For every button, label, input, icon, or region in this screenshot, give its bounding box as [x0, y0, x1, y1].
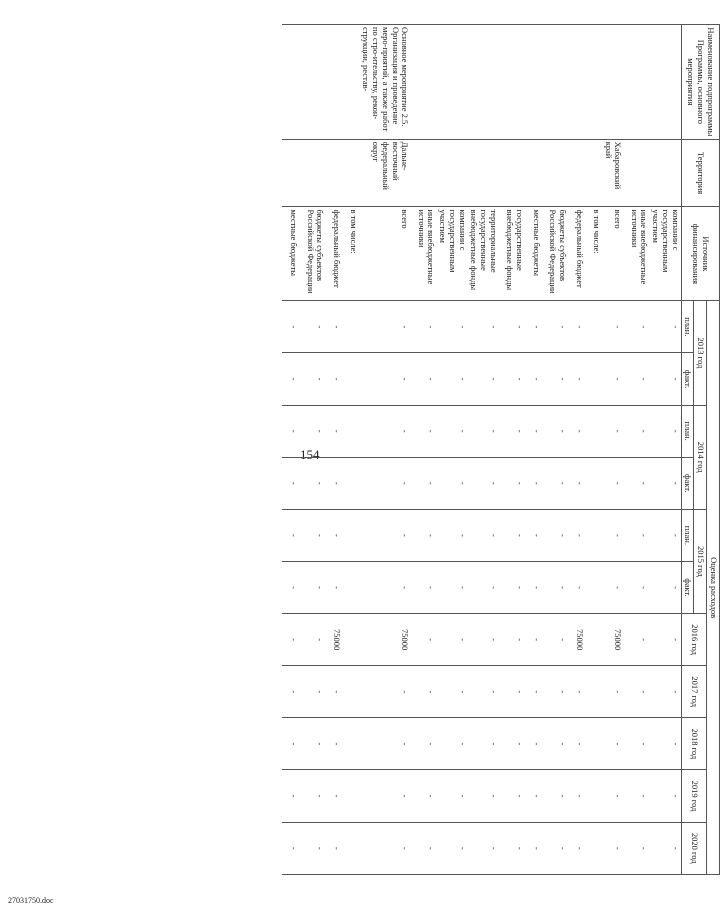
header-2013: 2013 год: [694, 301, 707, 405]
cell-value: -: [282, 718, 299, 770]
header-2016: 2016 год: [681, 614, 707, 666]
table-row: [342, 25, 359, 875]
cell-value: [342, 770, 359, 822]
cell-value: -: [623, 301, 649, 353]
cell-value: -: [568, 301, 585, 353]
cell-source: бюджеты субъектов Российской Федерации: [299, 207, 325, 301]
cell-value: -: [499, 666, 525, 718]
table-row: [623, 25, 649, 875]
cell-value: -: [649, 561, 681, 613]
cell-value: -: [282, 509, 299, 561]
cell-value: -: [468, 457, 499, 509]
cell-value: -: [299, 457, 325, 509]
cell-value: -: [525, 822, 542, 874]
cell-value: -: [282, 353, 299, 405]
cell-value: [585, 405, 602, 457]
cell-value: -: [649, 666, 681, 718]
cell-value: -: [568, 457, 585, 509]
cell-value: -: [499, 718, 525, 770]
cell-value: -: [542, 509, 568, 561]
cell-value: -: [282, 561, 299, 613]
cell-value: -: [436, 509, 467, 561]
cell-value: -: [436, 561, 467, 613]
cell-value: -: [542, 666, 568, 718]
cell-value: -: [623, 822, 649, 874]
cell-value: [342, 509, 359, 561]
cell-name: [282, 25, 299, 140]
cell-value: 75000: [359, 614, 410, 666]
cell-value: -: [410, 770, 436, 822]
cell-name: [649, 25, 681, 140]
cell-name: [525, 25, 542, 140]
cell-value: -: [623, 353, 649, 405]
cell-value: -: [282, 822, 299, 874]
cell-value: -: [602, 770, 624, 822]
header-name: Наименование подпрограммы Программы, основного мероприятия: [681, 25, 719, 140]
cell-value: -: [649, 614, 681, 666]
cell-value: -: [525, 405, 542, 457]
cell-value: [342, 666, 359, 718]
cell-name: [542, 25, 568, 140]
footer-doc-id: 27031750.doc: [8, 896, 54, 905]
cell-name: [585, 25, 602, 140]
cell-value: -: [436, 405, 467, 457]
table-row: [568, 25, 585, 875]
cell-value: [342, 614, 359, 666]
cell-value: -: [410, 822, 436, 874]
header-2020: 2020 год: [681, 822, 707, 874]
cell-value: -: [542, 353, 568, 405]
header-territory: Территория: [681, 139, 719, 207]
header-fact-2015: факт.: [681, 561, 694, 613]
cell-value: -: [325, 509, 342, 561]
cell-value: -: [568, 770, 585, 822]
table-row: [359, 25, 410, 875]
cell-value: -: [649, 509, 681, 561]
cell-value: -: [299, 561, 325, 613]
cell-name: [436, 25, 467, 140]
cell-name: [623, 25, 649, 140]
cell-value: [585, 770, 602, 822]
cell-value: -: [436, 301, 467, 353]
header-2019: 2019 год: [681, 770, 707, 822]
cell-territory: [585, 139, 602, 207]
cell-value: -: [410, 666, 436, 718]
table-row: [499, 25, 525, 875]
cell-value: -: [542, 822, 568, 874]
cell-value: -: [299, 301, 325, 353]
cell-value: [342, 405, 359, 457]
cell-value: -: [525, 509, 542, 561]
cell-value: -: [542, 301, 568, 353]
cell-value: [585, 822, 602, 874]
cell-value: [585, 509, 602, 561]
cell-value: -: [299, 718, 325, 770]
cell-value: [342, 301, 359, 353]
cell-value: -: [436, 718, 467, 770]
cell-value: -: [542, 770, 568, 822]
header-fact-2013: факт.: [681, 353, 694, 405]
cell-value: -: [602, 301, 624, 353]
cell-source: в том числе:: [585, 207, 602, 301]
header-2017: 2017 год: [681, 666, 707, 718]
cell-value: -: [499, 822, 525, 874]
cell-value: -: [325, 666, 342, 718]
cell-value: -: [542, 614, 568, 666]
cell-value: -: [602, 509, 624, 561]
cell-value: -: [525, 301, 542, 353]
cell-value: -: [299, 405, 325, 457]
cell-value: [585, 353, 602, 405]
cell-value: -: [499, 301, 525, 353]
cell-value: -: [410, 718, 436, 770]
cell-value: -: [568, 561, 585, 613]
table-row: [436, 25, 467, 875]
cell-value: -: [542, 405, 568, 457]
cell-value: -: [623, 509, 649, 561]
cell-value: -: [282, 614, 299, 666]
cell-value: -: [410, 509, 436, 561]
cell-value: -: [325, 561, 342, 613]
table-body: [282, 25, 681, 875]
cell-name: [325, 25, 342, 140]
cell-territory: [299, 139, 325, 207]
cell-source: иные внебюджетные источники: [623, 207, 649, 301]
cell-value: -: [649, 405, 681, 457]
cell-territory: [542, 139, 568, 207]
cell-value: -: [325, 770, 342, 822]
cell-name: [499, 25, 525, 140]
cell-value: -: [359, 405, 410, 457]
cell-value: -: [359, 353, 410, 405]
cell-territory: [325, 139, 342, 207]
cell-value: -: [468, 353, 499, 405]
cell-value: -: [325, 405, 342, 457]
cell-value: -: [359, 509, 410, 561]
cell-value: [585, 666, 602, 718]
cell-value: -: [602, 561, 624, 613]
cell-value: 75000: [568, 614, 585, 666]
cell-value: [585, 561, 602, 613]
cell-value: [585, 301, 602, 353]
rotated-table-container: [124, 24, 720, 875]
cell-value: -: [568, 718, 585, 770]
cell-source: местные бюджеты: [282, 207, 299, 301]
cell-value: -: [282, 770, 299, 822]
cell-value: -: [468, 301, 499, 353]
cell-value: [342, 353, 359, 405]
cell-value: -: [499, 561, 525, 613]
cell-value: [342, 822, 359, 874]
table-row: [282, 25, 299, 875]
table-row: [525, 25, 542, 875]
cell-value: -: [623, 457, 649, 509]
cell-value: -: [468, 718, 499, 770]
page-number: 154: [300, 447, 320, 462]
cell-value: -: [468, 822, 499, 874]
cell-value: -: [468, 614, 499, 666]
header-2018: 2018 год: [681, 718, 707, 770]
cell-value: -: [325, 822, 342, 874]
cell-value: -: [436, 353, 467, 405]
cell-value: -: [282, 301, 299, 353]
cell-source: бюджеты субъектов Российской Федерации: [542, 207, 568, 301]
cell-value: [342, 718, 359, 770]
cell-value: [342, 561, 359, 613]
cell-value: -: [649, 718, 681, 770]
cell-value: -: [299, 353, 325, 405]
header-plan-2013: план.: [681, 301, 694, 353]
cell-value: -: [410, 614, 436, 666]
cell-value: -: [623, 718, 649, 770]
header-fact-2014: факт.: [681, 457, 694, 509]
cell-value: -: [325, 353, 342, 405]
cell-value: -: [525, 666, 542, 718]
cell-value: [585, 614, 602, 666]
cell-value: -: [568, 822, 585, 874]
cell-value: -: [623, 770, 649, 822]
cell-source: местные бюджеты: [525, 207, 542, 301]
cell-value: -: [525, 614, 542, 666]
cell-value: 75000: [325, 614, 342, 666]
cell-value: -: [568, 353, 585, 405]
cell-value: -: [436, 666, 467, 718]
header-estimate: Оценка расходов: [707, 301, 720, 875]
cell-value: -: [602, 666, 624, 718]
cell-value: -: [468, 666, 499, 718]
cell-source: федеральный бюджет: [568, 207, 585, 301]
table-row: [299, 25, 325, 875]
table-row: [410, 25, 436, 875]
cell-value: 75000: [602, 614, 624, 666]
cell-value: -: [359, 301, 410, 353]
cell-value: -: [623, 614, 649, 666]
cell-territory: Дальне-восточный федеральный округ: [359, 139, 410, 207]
cell-value: -: [649, 822, 681, 874]
cell-territory: [342, 139, 359, 207]
cell-value: -: [623, 666, 649, 718]
table-row: [649, 25, 681, 875]
cell-value: -: [525, 770, 542, 822]
cell-name: Основное мероприятие 2.5. Организация и проведение меро-приятий, а также работ по стро-ительству, рекон-струкции, рестав-: [359, 25, 410, 140]
cell-value: -: [436, 822, 467, 874]
cell-value: [342, 457, 359, 509]
header-source: Источник финансирования: [681, 207, 719, 301]
cell-territory: [436, 139, 467, 207]
table-row: [585, 25, 602, 875]
cell-value: -: [649, 353, 681, 405]
cell-value: -: [359, 457, 410, 509]
cell-value: -: [542, 457, 568, 509]
cell-value: -: [602, 457, 624, 509]
cell-source: иные внебюджетные источники: [410, 207, 436, 301]
cell-value: -: [499, 509, 525, 561]
table-row: [542, 25, 568, 875]
cell-source: государственные внебюджетные фонды: [499, 207, 525, 301]
cell-value: -: [525, 457, 542, 509]
cell-value: -: [499, 614, 525, 666]
cell-value: -: [325, 457, 342, 509]
cell-name: [299, 25, 325, 140]
cell-value: -: [282, 666, 299, 718]
cell-value: -: [542, 561, 568, 613]
cell-value: -: [602, 353, 624, 405]
cell-territory: Хабаровский край: [602, 139, 624, 207]
cell-name: [342, 25, 359, 140]
header-2014: 2014 год: [694, 405, 707, 509]
cell-value: [585, 718, 602, 770]
cell-value: -: [436, 614, 467, 666]
cell-territory: [410, 139, 436, 207]
cell-value: -: [499, 770, 525, 822]
cell-value: -: [468, 561, 499, 613]
cell-value: -: [525, 718, 542, 770]
cell-value: -: [525, 561, 542, 613]
cell-source: всего: [359, 207, 410, 301]
cell-name: [568, 25, 585, 140]
cell-value: -: [568, 405, 585, 457]
cell-name: [602, 25, 624, 140]
cell-value: -: [410, 301, 436, 353]
cell-value: -: [623, 561, 649, 613]
cell-value: -: [359, 822, 410, 874]
cell-value: -: [468, 405, 499, 457]
cell-territory: [282, 139, 299, 207]
cell-value: -: [436, 770, 467, 822]
table-row: [468, 25, 499, 875]
cell-name: [410, 25, 436, 140]
cell-value: -: [299, 822, 325, 874]
cell-value: -: [568, 509, 585, 561]
header-2015: 2015 год: [694, 509, 707, 613]
cell-territory: [499, 139, 525, 207]
cell-value: -: [602, 405, 624, 457]
cell-value: -: [436, 457, 467, 509]
cell-value: -: [282, 405, 299, 457]
cell-value: -: [410, 405, 436, 457]
cell-source: территориальные государственные внебюджетные фонды: [468, 207, 499, 301]
cell-value: -: [468, 770, 499, 822]
cell-territory: [649, 139, 681, 207]
expense-table: [282, 24, 720, 875]
cell-source: в том числе:: [342, 207, 359, 301]
cell-value: -: [359, 666, 410, 718]
cell-territory: [568, 139, 585, 207]
cell-territory: [525, 139, 542, 207]
cell-value: [585, 457, 602, 509]
cell-value: -: [299, 666, 325, 718]
header-plan-2015: план.: [681, 509, 694, 561]
header-plan-2014: план.: [681, 405, 694, 457]
cell-value: -: [410, 353, 436, 405]
cell-value: -: [499, 405, 525, 457]
cell-value: -: [299, 509, 325, 561]
cell-value: -: [568, 666, 585, 718]
cell-value: -: [299, 614, 325, 666]
cell-value: -: [410, 457, 436, 509]
cell-value: -: [359, 718, 410, 770]
cell-source: федеральный бюджет: [325, 207, 342, 301]
cell-source: компании с государственным участием: [436, 207, 467, 301]
cell-territory: [623, 139, 649, 207]
cell-value: -: [499, 353, 525, 405]
cell-value: -: [282, 457, 299, 509]
table-row: [325, 25, 342, 875]
cell-value: -: [649, 770, 681, 822]
cell-value: -: [623, 405, 649, 457]
cell-value: -: [468, 509, 499, 561]
table-row: [602, 25, 624, 875]
cell-source: компании с государственным участием: [649, 207, 681, 301]
cell-value: -: [649, 301, 681, 353]
cell-value: -: [602, 718, 624, 770]
cell-value: -: [542, 718, 568, 770]
cell-source: всего: [602, 207, 624, 301]
cell-value: -: [299, 770, 325, 822]
cell-territory: [468, 139, 499, 207]
cell-value: -: [410, 561, 436, 613]
cell-name: [468, 25, 499, 140]
cell-value: -: [359, 770, 410, 822]
cell-value: -: [602, 822, 624, 874]
cell-value: -: [325, 718, 342, 770]
cell-value: -: [359, 561, 410, 613]
cell-value: -: [325, 301, 342, 353]
cell-value: -: [525, 353, 542, 405]
cell-value: -: [499, 457, 525, 509]
cell-value: -: [649, 457, 681, 509]
